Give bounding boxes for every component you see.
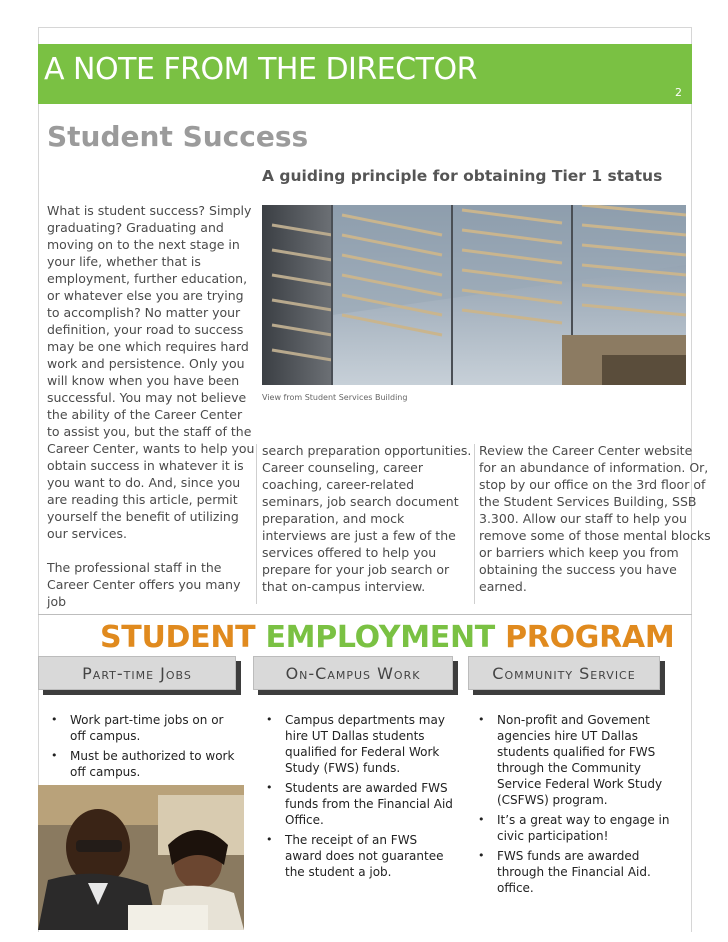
tab-part-time-jobs: Part-time Jobs <box>38 656 236 690</box>
list-item: • It’s a great way to engage in civic participation! <box>475 812 675 844</box>
header-title: A NOTE FROM THE DIRECTOR <box>44 52 477 87</box>
photo-caption: View from Student Services Building <box>262 393 408 402</box>
article-paragraph-2-start: The professional staff in the Career Center offers you many job <box>47 560 241 609</box>
list-item: • Students are awarded FWS funds from the Financial Aid Office. <box>263 780 453 828</box>
frame-top-line <box>38 27 692 28</box>
article-paragraph-3: Review the Career Center website for an abundance of information. Or, stop by our office on the 3rd floor of the Student Services Building, SSB 3.300. Allow our staff to help you remove some of those mental blocks or barriers which keep you from obtaining the success you have earned. <box>479 443 711 594</box>
community-service-list <box>475 712 675 900</box>
students-photo <box>38 785 244 930</box>
article-title: Student Success <box>47 120 309 153</box>
part-time-jobs-list <box>48 712 238 784</box>
article-paragraph-1: What is student success? Simply graduating? Graduating and moving on to the next stage in your life, whether that is employment, further education, or whatever else you are trying to accomplish? No matter your definition, your road to success may be one which requires hard work and persistence. Only you will know when you have been successful. You may not believe the ability of the Career Center to assist you, but the staff of the Career Center, wants to help you obtain success in whatever it is you want to do. And, since you are reading this article, permit yourself the benefit of utilizing our services. <box>47 203 255 541</box>
list-item: • Campus departments may hire UT Dallas students qualified for Federal Work Study (FWS) funds. <box>263 712 453 776</box>
list-item: • The receipt of an FWS award does not guarantee the student a job. <box>263 832 453 880</box>
tab-on-campus-work: On-Campus Work <box>253 656 453 690</box>
page-number: 2 <box>675 86 682 99</box>
column-rule-left <box>256 444 257 604</box>
tab-community-service: Community Service <box>468 656 660 690</box>
program-title <box>100 620 674 655</box>
column-rule-right <box>474 444 475 604</box>
program-title-word-1: STUDENT <box>100 620 256 655</box>
list-item: • FWS funds are awarded through the Financial Aid. office. <box>475 848 675 896</box>
list-item: • Must be authorized to work off campus. <box>48 748 238 780</box>
article-column-2: search preparation opportunities. Career counseling, career coaching, career-related seminars, job search document preparation, and mock interviews are just a few of the services offered to help you prepare for your job search or that on-campus interview. <box>262 443 472 594</box>
on-campus-work-list <box>263 712 453 884</box>
program-title-word-3: PROGRAM <box>505 620 675 655</box>
list-item: • Work part-time jobs on or off campus. <box>48 712 238 744</box>
list-item: • Non-profit and Govement agencies hire UT Dallas students qualified for FWS through the Community Service Federal Work Study (CSFWS) program. <box>475 712 675 808</box>
program-title-word-2: EMPLOYMENT <box>265 620 495 655</box>
section-divider <box>38 614 692 615</box>
article-column-1 <box>47 202 257 627</box>
building-photo <box>262 205 686 385</box>
article-subtitle: A guiding principle for obtaining Tier 1 status <box>262 167 663 185</box>
